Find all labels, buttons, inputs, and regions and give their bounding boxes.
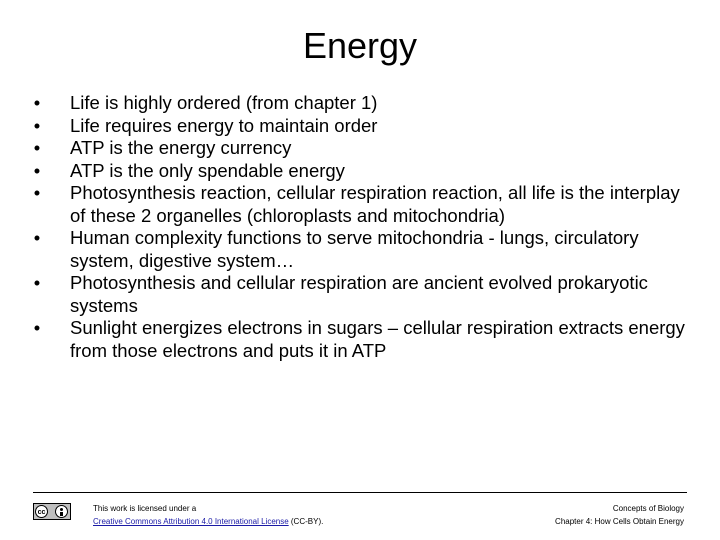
bullet-icon: • <box>33 182 41 203</box>
bullet-list <box>24 92 694 362</box>
bullet-item <box>24 92 694 115</box>
bullet-text: Sunlight energizes electrons in sugars – cellular respiration extracts energy from those electrons and puts it in ATP <box>70 317 685 361</box>
bullet-item <box>24 272 694 317</box>
bullet-item <box>24 137 694 160</box>
bullet-item <box>24 115 694 138</box>
bullet-item <box>24 317 694 362</box>
bullet-icon: • <box>33 159 41 181</box>
footer-divider <box>33 492 687 493</box>
license-suffix: (CC-BY). <box>288 517 324 526</box>
bullet-icon: • <box>33 92 41 113</box>
license-line-2 <box>93 515 323 528</box>
bullet-item <box>24 182 694 227</box>
bullet-item <box>24 227 694 272</box>
bullet-item <box>24 160 694 183</box>
bullet-icon: • <box>33 272 41 293</box>
license-link[interactable]: Creative Commons Attribution 4.0 International License <box>93 517 289 526</box>
cc-by-license-icon[interactable] <box>33 503 71 520</box>
bullet-text: Photosynthesis and cellular respiration are ancient evolved prokaryotic systems <box>70 272 648 316</box>
bullet-icon: • <box>33 227 41 248</box>
bullet-text: Photosynthesis reaction, cellular respiration reaction, all life is the interplay of these 2 organelles (chloroplasts and mitochondria) <box>70 182 680 226</box>
bullet-icon: • <box>33 317 41 338</box>
book-title: Concepts of Biology <box>612 504 684 513</box>
attribution-person-icon <box>55 505 68 518</box>
cc-logo-icon: cc <box>35 505 48 518</box>
slide-title: Energy <box>302 25 418 66</box>
chapter-title: Chapter 4: How Cells Obtain Energy <box>555 517 684 526</box>
bullet-text: Life requires energy to maintain order <box>70 114 378 136</box>
course-credit <box>555 502 684 528</box>
license-notice <box>93 502 323 528</box>
bullet-text: Human complexity functions to serve mitochondria - lungs, circulatory system, digestive system… <box>70 227 639 271</box>
bullet-text: ATP is the energy currency <box>70 137 292 158</box>
license-intro: This work is licensed under a <box>93 504 197 513</box>
bullet-icon: • <box>33 137 41 158</box>
bullet-icon: • <box>33 114 41 136</box>
bullet-text: Life is highly ordered (from chapter 1) <box>70 92 378 113</box>
bullet-text: ATP is the only spendable energy <box>70 159 345 181</box>
